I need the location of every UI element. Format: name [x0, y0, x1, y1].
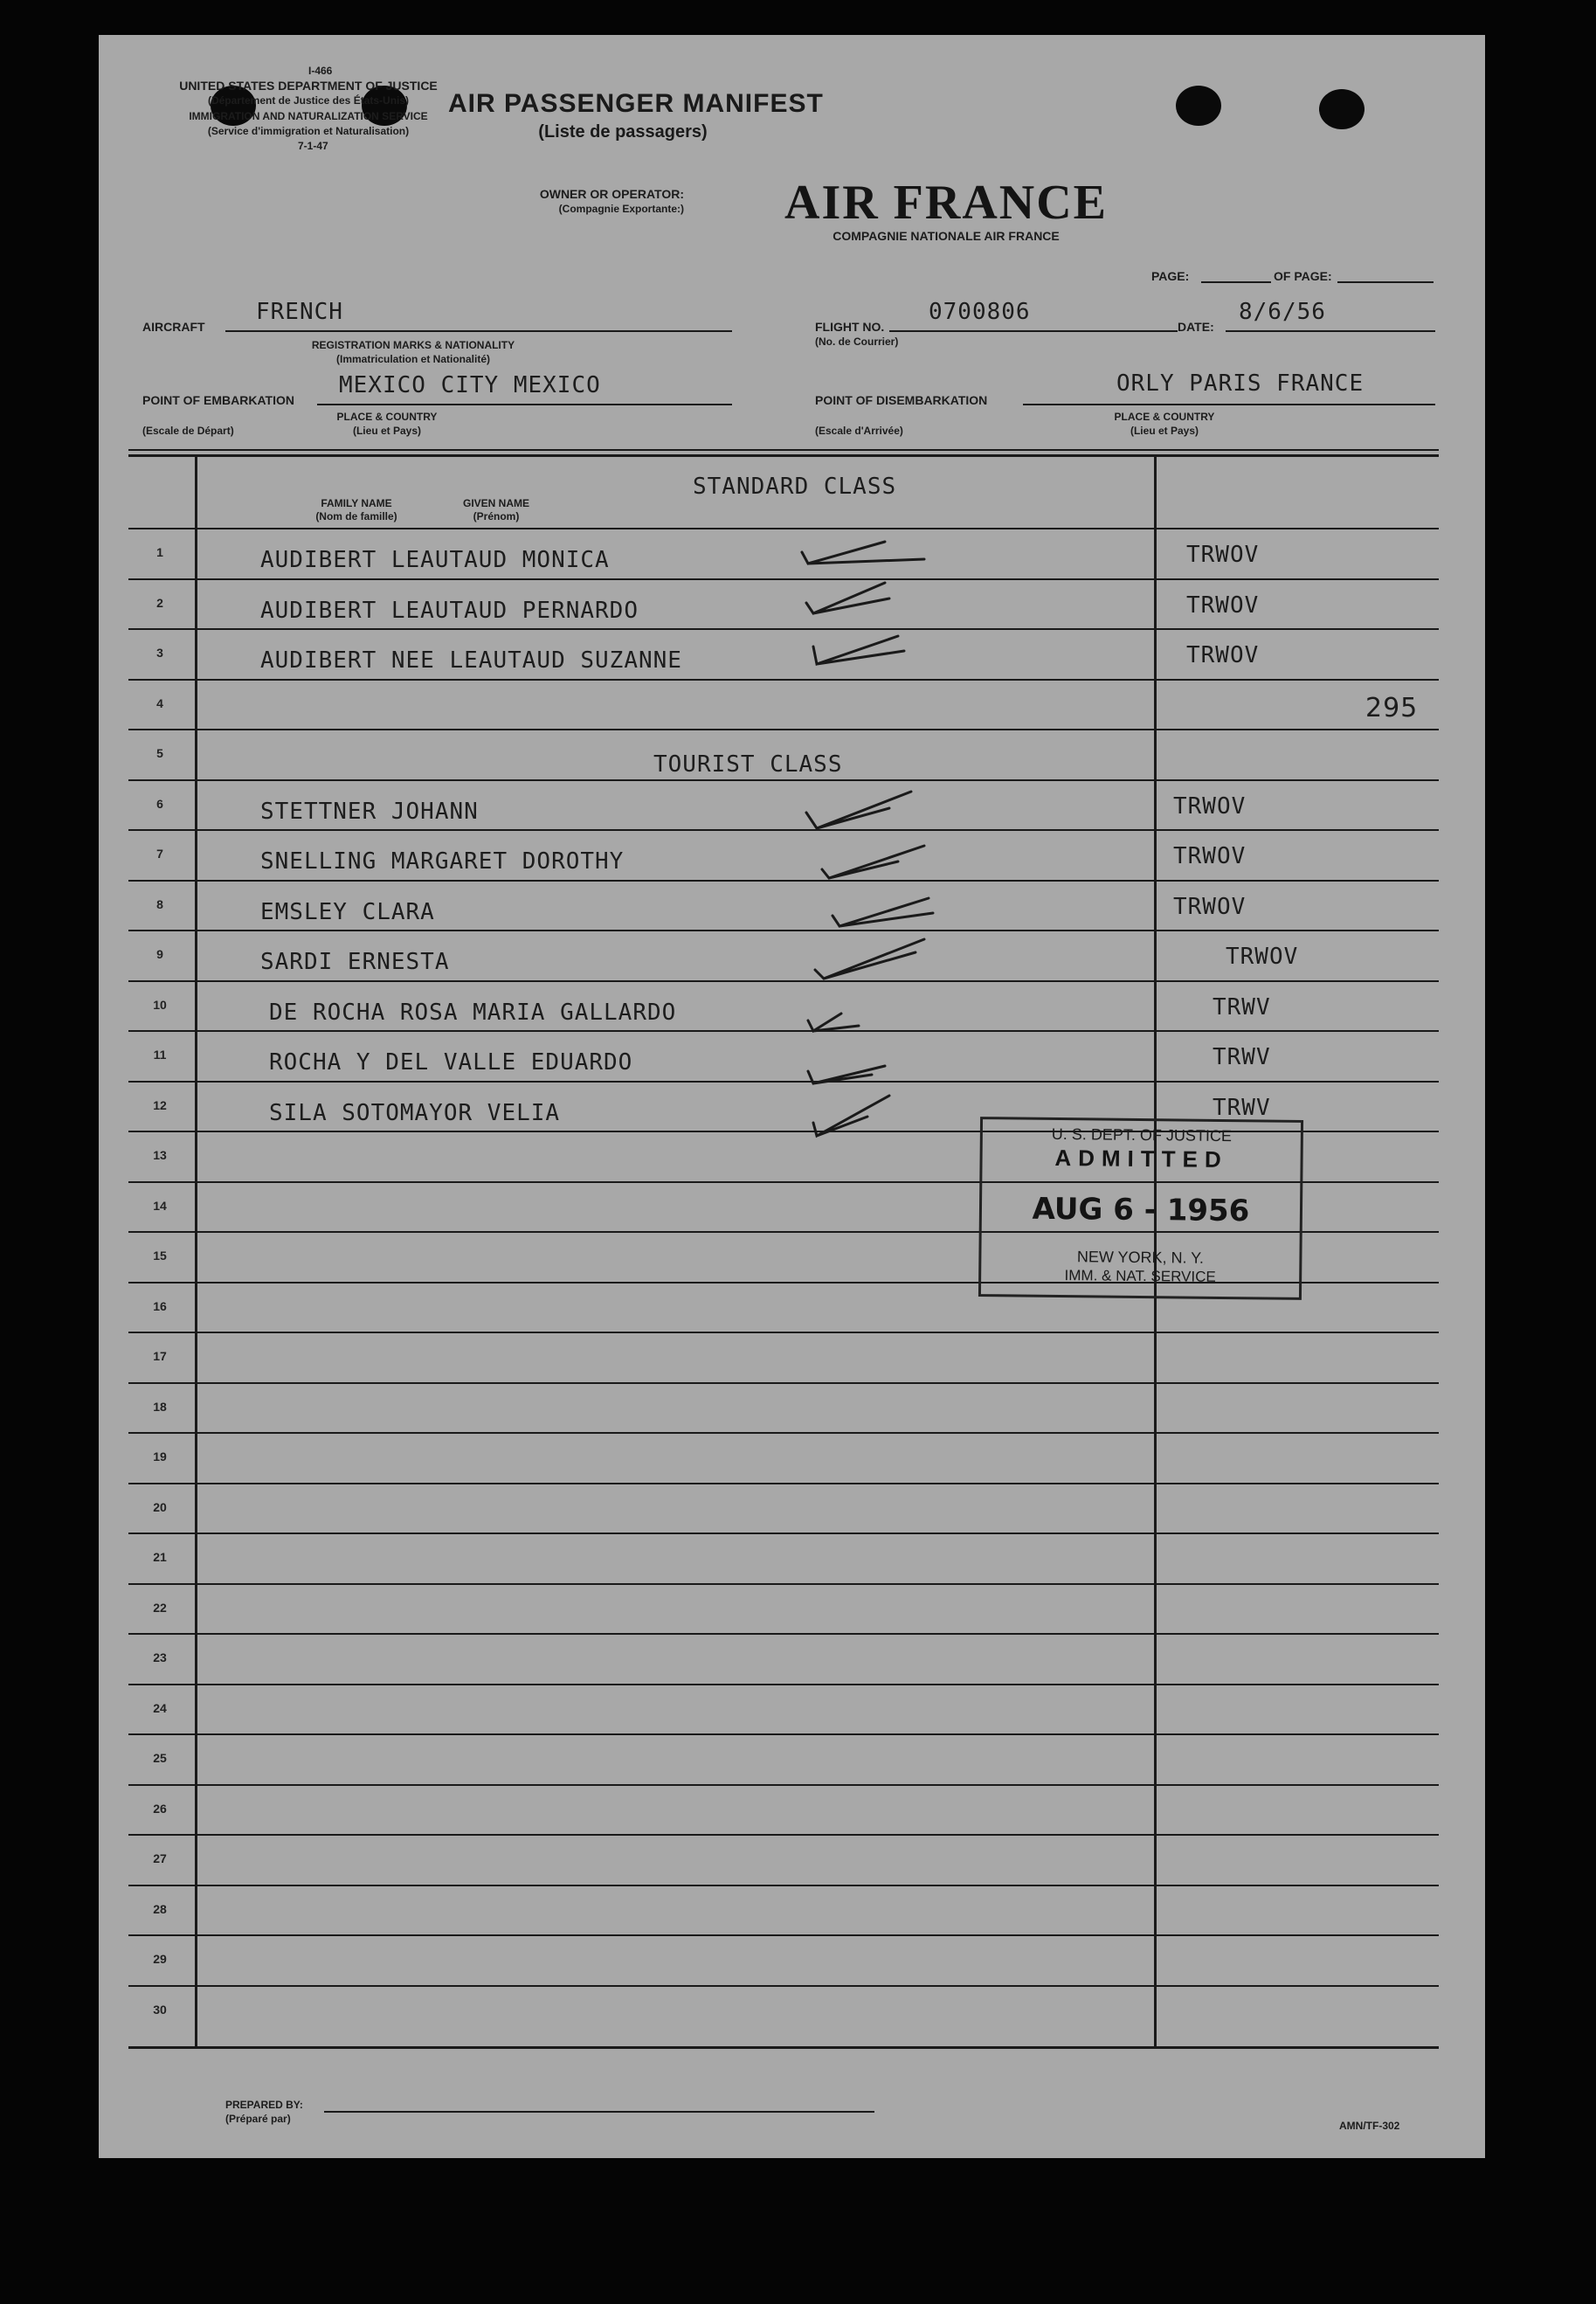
row-number: 5	[156, 746, 163, 760]
check-mark-row-8	[833, 898, 933, 926]
airline-name: AIR FRANCE	[784, 176, 1108, 230]
passenger-name: STETTNER JOHANN	[260, 798, 479, 825]
airline-subtitle: COMPAGNIE NATIONALE AIR FRANCE	[833, 229, 1060, 243]
embarkation-label: POINT OF EMBARKATION	[142, 393, 294, 407]
check-mark-row-1	[802, 542, 924, 564]
check-mark-row-10	[808, 1014, 859, 1031]
row-number: 13	[153, 1148, 167, 1162]
passenger-code: TRWV	[1213, 993, 1271, 1021]
stamp-admitted: ADMITTED	[1054, 1144, 1228, 1173]
place-country-label-left-fr: (Lieu et Pays)	[352, 425, 422, 437]
check-mark-row-7	[822, 846, 924, 878]
check-mark-row-9	[815, 939, 924, 979]
page-title-fr: (Liste de passagers)	[538, 122, 708, 142]
date-value: 8/6/56	[1239, 299, 1326, 325]
row-number: 26	[153, 1801, 167, 1816]
row-number: 6	[156, 796, 163, 811]
passenger-code: TRWOV	[1186, 642, 1260, 668]
row-number: 25	[153, 1751, 167, 1765]
stamp-date: AUG 6 - 1956	[1032, 1191, 1250, 1229]
stamp-location: NEW YORK, N. Y.	[1076, 1248, 1205, 1267]
passenger-code: TRWOV	[1186, 542, 1260, 568]
place-country-label-right: PLACE & COUNTRY	[1114, 411, 1215, 423]
disembarkation-label-fr: (Escale d'Arrivée)	[815, 425, 903, 437]
row-number: 21	[153, 1550, 167, 1564]
owner-label-fr: (Compagnie Exportante:)	[558, 203, 684, 215]
passenger-name: SNELLING MARGARET DOROTHY	[260, 848, 625, 875]
prepared-by-label: PREPARED BY:	[225, 2099, 303, 2111]
passenger-code: TRWV	[1213, 1094, 1271, 1121]
form-number: I-466	[308, 65, 333, 77]
given-name-header-fr: (Prénom)	[473, 510, 520, 522]
flight-label-fr: (No. de Courrier)	[815, 336, 899, 348]
stamp-agency: U. S. DEPT. OF JUSTICE	[1051, 1124, 1232, 1145]
passenger-name: SILA SOTOMAYOR VELIA	[269, 1099, 561, 1126]
admitted-stamp	[978, 1117, 1303, 1300]
row-number: 17	[153, 1349, 167, 1363]
agency-line1: UNITED STATES DEPARTMENT OF JUSTICE	[179, 79, 438, 93]
flight-number-value: 0700806	[929, 299, 1031, 325]
given-name-header: GIVEN NAME	[462, 497, 529, 509]
row-number: 9	[156, 947, 163, 961]
row-number: 4	[156, 695, 163, 710]
agency-line2: IMMIGRATION AND NATURALIZATION SERVICE	[189, 110, 428, 122]
passenger-code: TRWOV	[1173, 792, 1247, 820]
standard-class-heading: STANDARD CLASS	[693, 474, 897, 500]
registration-label-fr: (Immatriculation et Nationalité)	[335, 353, 491, 365]
row-number: 20	[153, 1499, 167, 1514]
row-number: 1	[156, 545, 163, 559]
registration-label: REGISTRATION MARKS & NATIONALITY	[311, 339, 515, 351]
passenger-name: AUDIBERT LEAUTAUD MONICA	[260, 547, 610, 573]
passenger-name: AUDIBERT NEE LEAUTAUD SUZANNE	[260, 647, 682, 674]
row-number: 23	[153, 1650, 167, 1664]
passenger-name: AUDIBERT LEAUTAUD PERNARDO	[260, 597, 639, 624]
row-number: 28	[153, 1901, 167, 1916]
passenger-code: TRWOV	[1173, 843, 1247, 869]
row-number: 7	[156, 847, 163, 861]
passenger-code: TRWV	[1213, 1044, 1271, 1070]
row-number: 2	[156, 595, 163, 610]
passenger-code: TRWOV	[1173, 893, 1247, 920]
check-mark-row-2	[806, 583, 889, 613]
passenger-name: ROCHA Y DEL VALLE EDUARDO	[269, 1049, 633, 1076]
row-number: 10	[153, 997, 167, 1012]
embarkation-label-fr: (Escale de Départ)	[142, 425, 234, 437]
agency-line2-fr: (Service d'immigration et Naturalisation)	[207, 125, 410, 137]
passenger-name: DE ROCHA ROSA MARIA GALLARDO	[269, 999, 677, 1026]
of-page-label: OF PAGE:	[1274, 269, 1332, 283]
row-number: 3	[156, 646, 163, 660]
row-number: 14	[153, 1198, 167, 1213]
manifest-sheet	[99, 35, 1485, 2158]
row-number: 11	[153, 1048, 167, 1062]
row-number: 12	[153, 1097, 167, 1112]
page-label: PAGE:	[1151, 269, 1190, 283]
owner-label: OWNER OR OPERATOR:	[539, 187, 684, 201]
flight-label: FLIGHT NO.	[815, 320, 885, 334]
form-date: 7-1-47	[298, 140, 328, 152]
row-number: 18	[153, 1399, 167, 1414]
check-mark-row-11	[808, 1066, 885, 1083]
aircraft-label: AIRCRAFT	[142, 320, 205, 334]
row-number: 16	[153, 1298, 167, 1313]
page-title: AIR PASSENGER MANIFEST	[448, 89, 824, 118]
prepared-by-line	[324, 2111, 874, 2113]
check-marks	[99, 35, 1485, 2158]
aircraft-value: FRENCH	[256, 299, 343, 325]
family-name-header: FAMILY NAME	[321, 497, 392, 509]
row-number: 15	[153, 1249, 167, 1263]
form-code: AMN/TF-302	[1339, 2120, 1400, 2132]
embarkation-value: MEXICO CITY MEXICO	[339, 372, 601, 398]
check-mark-row-3	[813, 636, 904, 664]
passenger-name: EMSLEY CLARA	[260, 898, 435, 925]
place-country-label-left: PLACE & COUNTRY	[336, 411, 438, 423]
date-label: DATE:	[1178, 320, 1214, 334]
row-number: 29	[153, 1952, 167, 1966]
agency-line1-fr: (Département de Justice des États-Unis)	[207, 94, 410, 107]
family-name-header-fr: (Nom de famille)	[315, 510, 397, 522]
check-mark-row-6	[806, 792, 911, 828]
row-number: 24	[153, 1700, 167, 1715]
passenger-code: TRWOV	[1186, 592, 1260, 619]
stamp-service: IMM. & NAT. SERVICE	[1064, 1267, 1216, 1285]
passenger-name: SARDI ERNESTA	[260, 949, 450, 975]
row-number: 30	[153, 2002, 167, 2017]
prepared-by-label-fr: (Préparé par)	[225, 2113, 291, 2125]
row-number: 19	[153, 1450, 167, 1463]
tourist-class-heading: TOURIST CLASS	[653, 751, 843, 778]
place-country-label-right-fr: (Lieu et Pays)	[1130, 425, 1199, 437]
row-number: 22	[153, 1600, 167, 1615]
row-number: 27	[153, 1851, 167, 1865]
passenger-code: TRWOV	[1226, 944, 1299, 970]
passenger-code: 295	[1365, 692, 1419, 723]
check-mark-row-12	[813, 1096, 889, 1136]
disembarkation-value: ORLY PARIS FRANCE	[1116, 370, 1365, 397]
row-number: 8	[156, 896, 163, 911]
disembarkation-label: POINT OF DISEMBARKATION	[815, 393, 988, 407]
